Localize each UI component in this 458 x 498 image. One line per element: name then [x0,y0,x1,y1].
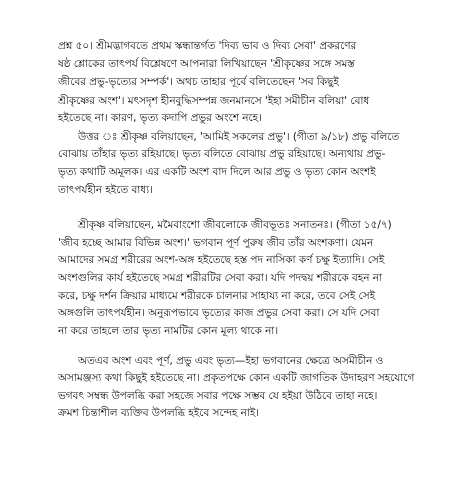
paragraph2-line-7: না করে তাহলে তার ভৃত্য নামটির কোন মূল্য থাকে না। [58,325,279,337]
paragraph3-line-2: অসামঞ্জস্য কথা কিছুই হইতেছে না। প্রকৃতপক্ষে কোন একটি জাগতিক উদাহরণ সহযোগে [58,372,415,384]
paragraph2-line-4: অংশগুলির কার্য হইতেছে সমগ্র শরীরটির সেবা করা। যদি পদদ্বয় শরীরকে বহন না [58,272,382,284]
answer-line-1: উত্তর ঃ শ্রীকৃষ্ণ বলিয়াছেন, 'আমিই সকলের প্রভু'। (গীতা ৯/১৮) প্রভু বলিতে [78,131,400,143]
paragraph3-line-1: অতএব অংশ এবং পূর্ণ, প্রভু এবং ভৃত্য—ইহা ভগবানের ক্ষেত্রে অসমীচীন ও [78,355,384,367]
paragraph2-line-3: আমাদের সমগ্র শরীরের অংশ-অঙ্গ হইতেছে হস্ত পদ নাসিকা কর্ণ চক্ষু ইত্যাদি। সেই [58,254,385,266]
answer-line-3: ভৃত্য কথাটি অমূলক। এর একটি অংশ বাদ দিলে আর প্রভু ও ভৃত্য কোন অংশই [58,166,376,178]
question-line-4: শ্রীকৃষ্ণের অংশ'। মৎসদৃশ হীনবুদ্ধিসম্পন্ন জনমানসে 'ইহা সমীচীন বলিয়া' বোধ [58,95,370,107]
question-line-2: ষষ্ঠ শ্লোকের তাৎপর্য বিশ্লেষণে আপনারা লিখিয়াছেন 'শ্রীকৃষ্ণের সঙ্গে সমস্ত [58,58,355,70]
paragraph2-line-1: শ্রীকৃষ্ণ বলিয়াছেন, মমৈবাংশো জীবলোকে জীবভূতঃ সনাতনঃ। (গীতা ১৫/৭) [78,219,392,231]
answer-line-2: বোঝায় তাঁহার ভৃত্য রহিয়াছে। ভৃত্য বলিতে বোঝায় প্রভু রহিয়াছে। অন্যথায় প্রভু- [58,148,386,160]
question-line-5: হইতেছে না। কারণ, ভৃত্য কদাপি প্রভুর অংশে নহে। [58,112,262,124]
question-line-1: প্রশ্ন ৫০। শ্রীমদ্ভাগবতে প্রথম স্কন্ধান্তর্গত 'দিব্য ভাব ও দিব্য সেবা' প্রকরণের [58,40,357,52]
answer-line-4: তাৎপর্যহীন হইতে বাধ্য। [58,184,153,196]
paragraph2-line-5: করে, চক্ষু দর্শন ক্রিয়ার মাধ্যমে শরীরকে চালনার সাহায্য না করে, তবে সেই সেই [58,290,376,302]
paragraph2-line-2: 'জীব হচ্ছে আমার বিভিন্ন অংশ।' ভগবান পূর্ণ পুরুষ জীব তাঁর অংশকণা। যেমন [58,237,374,249]
paragraph3-line-4: ক্রমশ চিন্তাশীল ব্যক্তিব উপলব্ধি হইবে সন্দেহ নাই। [58,407,259,419]
paragraph3-line-3: ভগবৎ সম্বন্ধ উপলব্ধি করা সহজে সবার পক্ষে সম্ভব যে হইয়া উঠিবে তাহা নহে। [58,390,378,402]
question-line-3: জীবের প্রভু-ভৃত্যের সম্পর্ক'। অথচ তাহার পূর্বে বলিতেছেন 'সব কিছুই [58,76,339,88]
paragraph2-line-6: অঙ্গগুলি তাৎপর্যহীন। অনুরূপভাবে ভৃত্যের কাজ প্রভুর সেবা করা। সে যদি সেবা [58,307,380,319]
